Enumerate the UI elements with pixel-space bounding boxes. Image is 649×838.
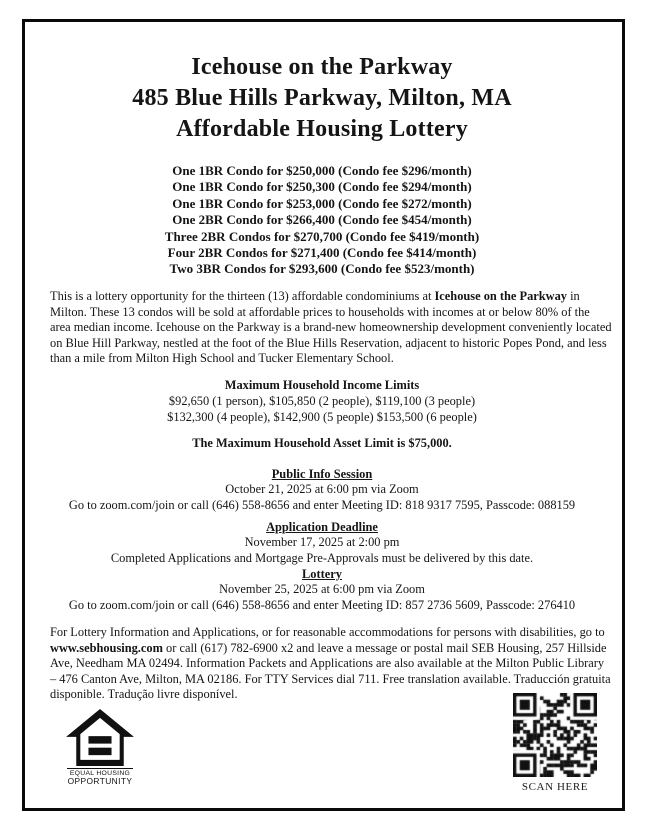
intro-text-bold: Icehouse on the Parkway bbox=[434, 289, 567, 303]
condo-list bbox=[25, 163, 619, 278]
application-deadline-details: Completed Applications and Mortgage Pre-Approvals must be delivered by this date. bbox=[110, 550, 534, 565]
flyer-subtitle: Affordable Housing Lottery bbox=[176, 116, 468, 142]
intro-text-post: in Milton. These 13 condos will be sold at affordable prices to households with incomes at or below 80% of the area median income. Icehouse on the Parkway is a brand-new homeownership development conveniently located on Blue Hill Parkway, nestled at the foot of the Blue Hills Reservation, adjacent to historic Popes Pond, and less than a mile from Milton High School and Tucker Elementary School. bbox=[50, 289, 612, 365]
intro-paragraph bbox=[50, 289, 612, 367]
condo-item: Four 2BR Condos for $271,400 (Condo fee $414/month) bbox=[167, 245, 477, 261]
income-limits-heading: Maximum Household Income Limits bbox=[224, 378, 420, 392]
condo-item: Three 2BR Condos for $270,700 (Condo fee $419/month) bbox=[164, 228, 480, 244]
scan-here-label: SCAN HERE bbox=[521, 781, 589, 793]
contact-text-post: or call (617) 782-6900 x2 and leave a message or postal mail SEB Housing, 257 Hillside Ave, Needham MA 02494. Information Packets and Applications are also available at the Milton Public Library – 476 Canton Ave, Milton, MA 02186. For TTY Services dial 711. Free translation available. Traducción gratuita disponible. Tradução livre disponível. bbox=[50, 640, 611, 701]
intro-text-pre: This is a lottery opportunity for the thirteen (13) affordable condominiums at bbox=[50, 289, 435, 303]
equal-housing-caption bbox=[67, 768, 133, 786]
contact-text-pre: For Lottery Information and Applications, or for reasonable accommodations for persons with disabilities, go to bbox=[50, 625, 605, 639]
qr-code bbox=[513, 693, 597, 777]
income-limits-section bbox=[25, 377, 619, 425]
asset-limit-line: The Maximum Household Asset Limit is $75,000. bbox=[192, 436, 452, 450]
lottery-heading: Lottery bbox=[302, 567, 342, 581]
condo-item: One 2BR Condo for $266,400 (Condo fee $454/month) bbox=[172, 212, 472, 228]
condo-item: One 1BR Condo for $250,000 (Condo fee $296/month) bbox=[172, 163, 472, 178]
condo-item: One 1BR Condo for $250,300 (Condo fee $294/month) bbox=[172, 179, 472, 195]
lottery-date: November 25, 2025 at 6:00 pm via Zoom bbox=[219, 582, 425, 597]
contact-paragraph bbox=[50, 625, 612, 703]
lottery-section bbox=[25, 567, 619, 613]
contact-website: www.sebhousing.com bbox=[50, 640, 163, 655]
qr-code-block bbox=[513, 693, 597, 793]
equal-housing-logo bbox=[60, 709, 140, 786]
property-name: Icehouse on the Parkway bbox=[191, 54, 453, 80]
equal-housing-caption-line2: OPPORTUNITY bbox=[67, 776, 133, 786]
application-deadline-date: November 17, 2025 at 2:00 pm bbox=[244, 535, 400, 550]
lottery-details: Go to zoom.com/join or call (646) 558-8656 and enter Meeting ID: 857 2736 5609, Passcode: 276410 bbox=[68, 597, 576, 612]
public-info-session-section bbox=[25, 467, 619, 513]
condo-item: Two 3BR Condos for $293,600 (Condo fee $523/month) bbox=[169, 261, 475, 277]
equal-housing-house-icon bbox=[60, 709, 140, 766]
property-address: 485 Blue Hills Parkway, Milton, MA bbox=[132, 85, 512, 111]
application-deadline-section bbox=[25, 520, 619, 566]
application-deadline-heading: Application Deadline bbox=[266, 520, 378, 534]
equal-housing-caption-line1: EQUAL HOUSING bbox=[69, 770, 131, 777]
flyer-header bbox=[25, 52, 619, 145]
condo-item: One 1BR Condo for $253,000 (Condo fee $272/month) bbox=[172, 195, 472, 211]
public-info-session-details: Go to zoom.com/join or call (646) 558-8656 and enter Meeting ID: 818 9317 7595, Passcode: 088159 bbox=[68, 497, 576, 512]
public-info-session-date: October 21, 2025 at 6:00 pm via Zoom bbox=[225, 482, 419, 497]
public-info-session-heading: Public Info Session bbox=[271, 467, 373, 481]
income-limits-line-1: $92,650 (1 person), $105,850 (2 people), $119,100 (3 people) bbox=[168, 394, 476, 408]
income-limits-line-2: $132,300 (4 people), $142,900 (5 people) $153,500 (6 people) bbox=[167, 410, 477, 424]
